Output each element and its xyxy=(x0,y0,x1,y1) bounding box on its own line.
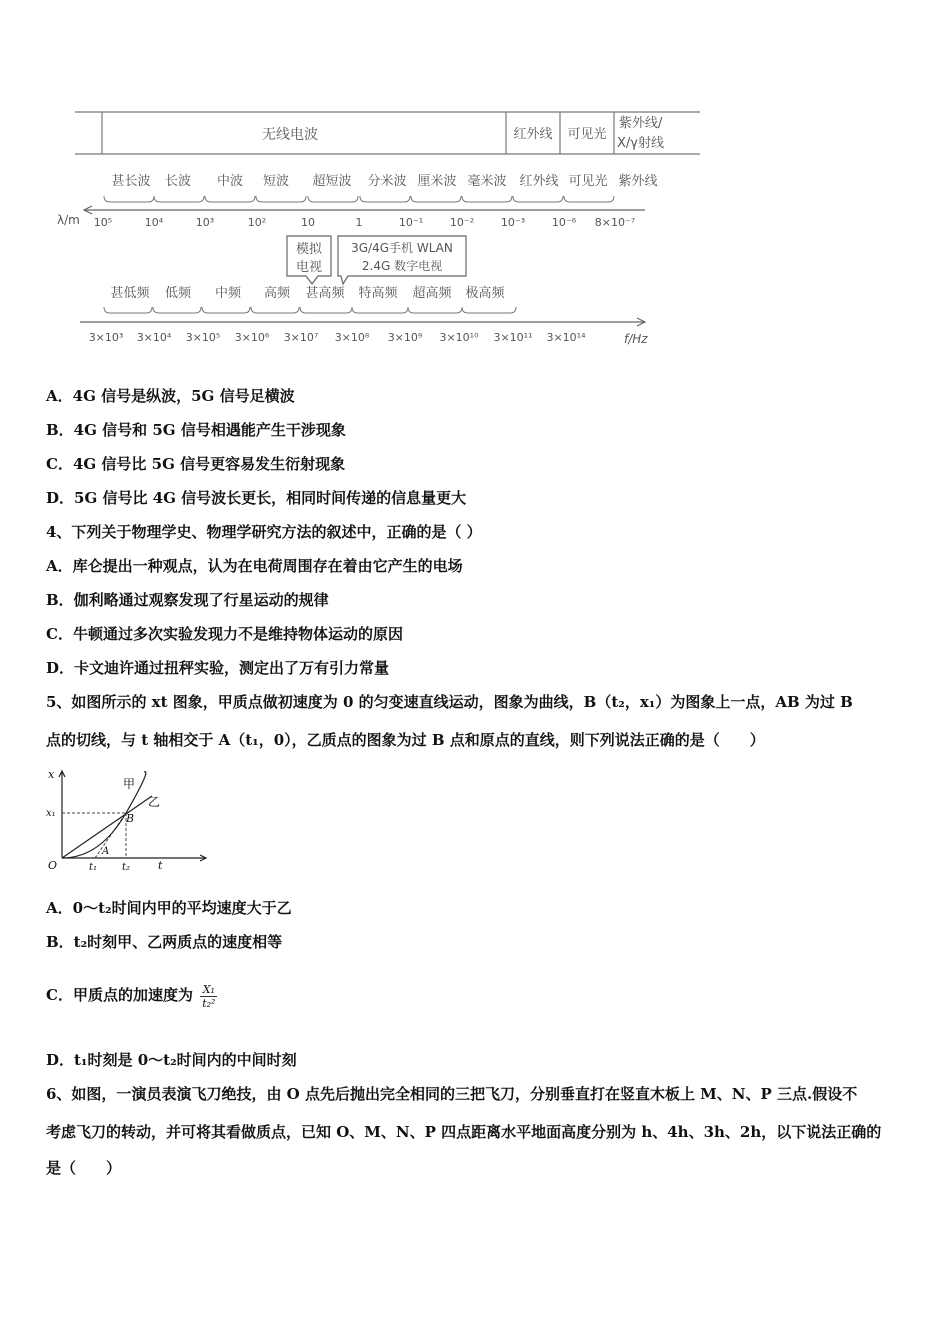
q4-option-a: A．库仑提出一种观点，认为在电荷周围存在着由它产生的电场 xyxy=(46,557,463,575)
wave-name: 可见光 xyxy=(568,174,608,189)
freq-braces xyxy=(104,307,516,313)
wave-name: 厘米波 xyxy=(417,174,457,189)
wave-name: 短波 xyxy=(262,174,290,189)
freq-tick: 3×10³ xyxy=(88,331,124,344)
freq-tick: 3×10⁴ xyxy=(136,331,172,344)
wavelength-ticks xyxy=(94,216,635,229)
wavelength-tick: 10⁵ xyxy=(93,216,113,229)
svg-text:电视: 电视 xyxy=(295,260,323,275)
q4-option-d: D．卡文迪许通过扭秤实验，测定出了万有引力常量 xyxy=(46,659,390,677)
freq-tick: 3×10¹⁰ xyxy=(439,331,479,344)
q6-stem-line3: 是（ ） xyxy=(46,1159,122,1177)
freq-name: 中频 xyxy=(214,286,242,301)
wavelength-axis xyxy=(84,206,645,214)
wave-name: 分米波 xyxy=(367,174,407,189)
q5-option-c xyxy=(46,970,217,1020)
q3-option-a: A．4G 信号是纵波，5G 信号足横波 xyxy=(46,387,295,405)
point-a: A xyxy=(102,846,110,857)
q5-option-c-text: C．甲质点的加速度为 xyxy=(46,986,193,1004)
wavelength-axis-label: λ/m xyxy=(57,213,80,227)
callout-analog-tv xyxy=(287,236,331,284)
q4-option-b: B．伽利略通过观察发现了行星运动的规律 xyxy=(46,591,329,609)
label-yi: 乙 xyxy=(148,795,161,809)
wave-name: 超短波 xyxy=(312,174,352,189)
freq-tick: 3×10⁸ xyxy=(334,331,370,344)
x1-label: x₁ xyxy=(46,808,56,819)
freq-axis-label: f/Hz xyxy=(624,332,648,346)
q6-stem-line1: 6、如图，一演员表演飞刀绝技，由 O 点先后抛出完全相同的三把飞刀，分别垂直打在竖直木板上 M、N、P 三点.假设不 xyxy=(46,1085,858,1103)
freq-name: 极高频 xyxy=(465,286,505,301)
fraction-numerator: X₁ xyxy=(200,983,217,997)
q5-option-d: D．t₁时刻是 0～t₂时间内的中间时刻 xyxy=(46,1051,297,1069)
wavelength-tick: 10⁻⁶ xyxy=(551,216,577,229)
freq-name: 特高频 xyxy=(358,286,398,301)
callout-mobile xyxy=(338,236,466,284)
wave-name: 中波 xyxy=(216,174,244,189)
q6-stem-line2: 考虑飞刀的转动，并可将其看做质点，已知 O、M、N、P 四点距离水平地面高度分别为 h、4h、3h、2h，以下说法正确的 xyxy=(46,1123,882,1141)
wavelength-tick: 10⁴ xyxy=(144,216,164,229)
freq-tick: 3×10⁵ xyxy=(185,331,221,344)
axis-t-label: t xyxy=(158,859,163,872)
freq-tick: 3×10¹⁴ xyxy=(546,331,586,344)
frequency-axis xyxy=(80,318,645,326)
q3-option-d: D．5G 信号比 4G 信号波长更长，相同时间传递的信息量更大 xyxy=(46,489,467,507)
band-radio: 无线电波 xyxy=(262,127,318,143)
wave-braces xyxy=(104,196,614,202)
wavelength-tick: 1 xyxy=(355,216,363,229)
freq-name: 甚低频 xyxy=(110,286,150,301)
wave-name: 甚长波 xyxy=(111,174,151,189)
wave-names xyxy=(111,173,657,189)
freq-names xyxy=(110,285,505,301)
q5-stem-line2: 点的切线，与 t 轴相交于 A（t₁，0），乙质点的图象为过 B 点和原点的直线，则下列说法正确的是（ ） xyxy=(46,731,765,749)
xt-graph xyxy=(40,766,220,876)
q5-option-c-fraction xyxy=(200,983,217,1010)
wavelength-tick: 10 xyxy=(301,216,315,229)
freq-name: 高频 xyxy=(263,286,291,301)
label-jia: 甲 xyxy=(123,777,136,791)
wavelength-tick: 8×10⁻⁷ xyxy=(594,216,636,229)
q5-option-a: A．0～t₂时间内甲的平均速度大于乙 xyxy=(46,899,292,917)
freq-name: 低频 xyxy=(164,286,192,301)
band-xray: X/γ射线 xyxy=(617,136,664,151)
band-infrared: 红外线 xyxy=(513,127,553,142)
t2-label: t₂ xyxy=(122,862,131,873)
wavelength-tick: 10⁻² xyxy=(449,216,475,229)
freq-name: 超高频 xyxy=(412,286,452,301)
t1-label: t₁ xyxy=(89,862,98,873)
freq-tick: 3×10⁹ xyxy=(387,331,423,344)
wave-name: 毫米波 xyxy=(467,174,507,189)
q3-option-b: B．4G 信号和 5G 信号相遇能产生干涉现象 xyxy=(46,421,346,439)
freq-name: 甚高频 xyxy=(305,286,345,301)
wavelength-tick: 10³ xyxy=(195,216,215,229)
freq-tick: 3×10⁷ xyxy=(283,331,319,344)
svg-text:2.4G 数字电视: 2.4G 数字电视 xyxy=(361,259,443,273)
freq-tick: 3×10¹¹ xyxy=(493,331,533,344)
axis-x-label: x xyxy=(48,768,55,781)
band-visible: 可见光 xyxy=(567,127,607,142)
wavelength-tick: 10² xyxy=(247,216,267,229)
svg-text:3G/4G手机 WLAN: 3G/4G手机 WLAN xyxy=(351,241,453,255)
fraction-denominator: t₂² xyxy=(202,996,216,1010)
band-uv: 紫外线/ xyxy=(619,116,663,131)
freq-ticks xyxy=(89,331,586,344)
q4-option-c: C．牛顿通过多次实验发现力不是维持物体运动的原因 xyxy=(46,625,403,643)
q5-stem-line1: 5、如图所示的 xt 图象，甲质点做初速度为 0 的匀变速直线运动，图象为曲线，B（t₂，x₁）为图象上一点，AB 为过 B xyxy=(46,693,853,711)
wavelength-tick: 10⁻³ xyxy=(500,216,526,229)
point-b: B xyxy=(126,812,135,825)
wave-name: 长波 xyxy=(164,174,192,189)
q3-option-c: C．4G 信号比 5G 信号更容易发生衍射现象 xyxy=(46,455,346,473)
q5-option-b: B．t₂时刻甲、乙两质点的速度相等 xyxy=(46,933,283,951)
q4-stem: 4、下列关于物理学史、物理学研究方法的叙述中，正确的是（ ） xyxy=(46,523,482,541)
origin-label: O xyxy=(48,859,58,872)
freq-tick: 3×10⁶ xyxy=(234,331,270,344)
wavelength-tick: 10⁻¹ xyxy=(398,216,424,229)
svg-text:模拟: 模拟 xyxy=(295,242,323,257)
wave-name: 紫外线 xyxy=(618,174,658,189)
spectrum-figure xyxy=(0,0,950,360)
wave-name: 红外线 xyxy=(519,174,559,189)
